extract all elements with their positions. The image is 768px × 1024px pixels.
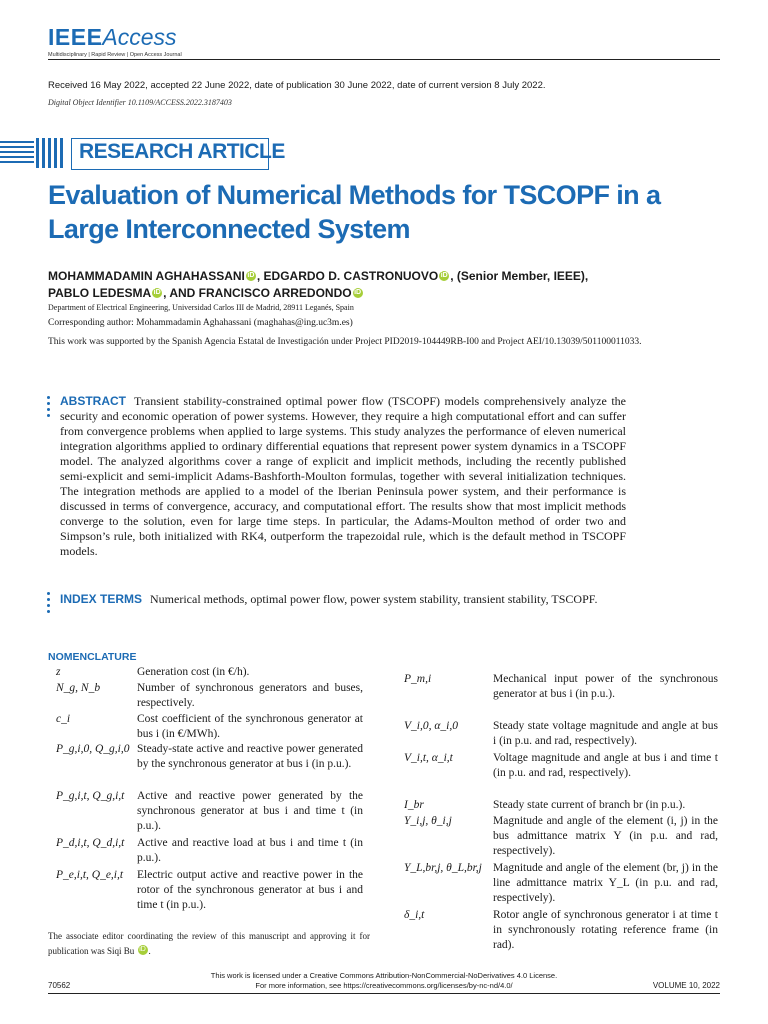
- logo-tagline: Multidisciplinary | Rapid Review | Open Access Journal: [48, 52, 182, 58]
- abstract-dots-icon: [47, 396, 51, 420]
- title-line-2: Large Interconnected System: [48, 214, 410, 244]
- nom-definition: Magnitude and angle of the element (i, j) in the bus admittance matrix Y (in p.u. and rad, respectively).: [493, 815, 718, 857]
- nom-symbol: P_d,i,t, Q_d,i,t: [56, 837, 125, 849]
- funding-note: This work was supported by the Spanish Agencia Estatal de Investigación under Project PID2019-104449RB-I00 and Project AEI/10.13039/501100011033.: [48, 337, 642, 347]
- nom-definition: Active and reactive power generated by the synchronous generator at bus i and time t (in p.u.).: [137, 790, 363, 832]
- index-terms-dots-icon: [47, 592, 51, 616]
- nom-definition: Electric output active and reactive power in the rotor of the synchronous generator at bus i and time t (in p.u.).: [137, 869, 363, 911]
- nom-definition: Steady state current of branch br (in p.u.).: [493, 799, 686, 811]
- license-line-1: This work is licensed under a Creative Commons Attribution-NonCommercial-NoDerivatives 4.0 License.: [210, 971, 558, 980]
- logo-access: Access: [102, 24, 177, 50]
- nom-symbol: z: [56, 666, 61, 678]
- nomenclature-title: NOMENCLATURE: [48, 651, 137, 663]
- corresponding-author: Corresponding author: Mohammadamin Aghahassani (maghahas@ing.uc3m.es): [48, 318, 353, 328]
- nom-definition: Generation cost (in €/h).: [137, 666, 250, 678]
- index-terms-text: Numerical methods, optimal power flow, power system stability, transient stability, TSCOPF.: [150, 592, 598, 606]
- author-list: [48, 268, 720, 302]
- orcid-icon[interactable]: iD: [440, 272, 448, 279]
- banner-stripes: [0, 138, 66, 168]
- author-2-membership: , (Senior Member, IEEE),: [450, 269, 589, 283]
- orcid-icon[interactable]: iD: [354, 289, 362, 296]
- nom-definition: Voltage magnitude and angle at bus i and time t (in p.u. and rad, respectively).: [493, 752, 718, 779]
- doi: Digital Object Identifier 10.1109/ACCESS.2022.3187403: [48, 98, 232, 107]
- editor-footnote: The associate editor coordinating the review of this manuscript and approving it for publication was Siqi Bu iD .: [48, 931, 370, 956]
- nom-definition: Cost coefficient of the synchronous generator at bus i (in €/MWh).: [137, 713, 363, 740]
- nom-symbol: V_i,0, α_i,0: [404, 720, 458, 732]
- footer-rule: [48, 993, 720, 994]
- nom-definition: Steady-state active and reactive power generated by the synchronous generator at bus i (in p.u.).: [137, 743, 363, 770]
- nom-symbol: N_g, N_b: [56, 682, 101, 694]
- author-4: , AND FRANCISCO ARREDONDO: [163, 286, 352, 300]
- paper-title: [48, 178, 708, 246]
- logo-ieee: IEEE: [48, 24, 103, 50]
- header-rule: [48, 59, 720, 60]
- abstract: [60, 394, 626, 559]
- nom-symbol: δ_i,t: [404, 909, 425, 921]
- nom-symbol: P_e,i,t, Q_e,i,t: [56, 869, 124, 881]
- nom-symbol: Y_L,br,j, θ_L,br,j: [404, 862, 482, 874]
- received-dates: Received 16 May 2022, accepted 22 June 2022, date of publication 30 June 2022, date of current version 8 July 2022.: [48, 80, 546, 91]
- nom-symbol: P_g,i,t, Q_g,i,t: [56, 790, 125, 802]
- nom-symbol: I_br: [404, 799, 424, 811]
- title-line-1: Evaluation of Numerical Methods for TSCOPF in a: [48, 180, 661, 210]
- abstract-label: ABSTRACT: [60, 394, 126, 408]
- author-3: PABLO LEDESMA: [48, 286, 152, 300]
- nom-symbol: V_i,t, α_i,t: [404, 752, 453, 764]
- nom-symbol: P_m,i: [404, 673, 432, 685]
- orcid-icon[interactable]: iD: [153, 289, 161, 296]
- nom-definition: Magnitude and angle of the element (br, j) in the line admittance matrix Y_L (in p.u. and rad, respectively).: [493, 862, 718, 904]
- volume-label: VOLUME 10, 2022: [652, 981, 720, 990]
- journal-logo: [48, 24, 182, 58]
- nom-definition: Rotor angle of synchronous generator i at time t in synchronously rotating reference frame (in rad).: [493, 909, 718, 951]
- nom-definition: Active and reactive load at bus i and time t (in p.u.).: [137, 837, 363, 864]
- index-terms-label: INDEX TERMS: [60, 592, 143, 606]
- article-type: RESEARCH ARTICLE: [79, 140, 285, 163]
- footnote-text: The associate editor coordinating the review of this manuscript and approving it for publication was Siqi Bu: [48, 931, 370, 956]
- author-1: MOHAMMADAMIN AGHAHASSANI: [48, 269, 245, 283]
- author-2: , EDGARDO D. CASTRONUOVO: [256, 269, 439, 283]
- nom-definition: Steady state voltage magnitude and angle at bus i (in p.u. and rad, respectively).: [493, 720, 718, 747]
- orcid-icon[interactable]: iD: [139, 946, 146, 953]
- nom-symbol: P_g,i,0, Q_g,i,0: [56, 743, 130, 755]
- abstract-text: Transient stability-constrained optimal power flow (TSCOPF) models comprehensively analyze the security and economic operation of power systems. However, they require a high computational effort and can suffer from convergence problems when applied to large systems. This study analyzes the performance of eleven numerical integration algorithms applied to ordinary differential equations that represent power system dynamics in a TSCOPF model. The analyzed algorithms cover a range of explicit and implicit methods, including the recently published semi-explicit and semi-implicit Adams-Bashforth-Moulton formulas, together with several initialization techniques. The integration methods are applied to a model of the Iberian Peninsula power system, and their performance is discussed in terms of convergence, accuracy, and computational effort. The results show that most implicit methods converge to the solution, even for large time steps. In particular, the Adams-Moulton method of order two and Simpson’s rule, both initialized with RK4, outperform the trapezoidal rule, which is the default method in TSCOPF models.: [60, 394, 626, 558]
- affiliation: Department of Electrical Engineering, Universidad Carlos III de Madrid, 28911 Leganés, Spain: [48, 303, 354, 312]
- nom-symbol: c_i: [56, 713, 71, 725]
- page-number: 70562: [48, 981, 71, 990]
- nom-definition: Number of synchronous generators and buses, respectively.: [137, 682, 363, 709]
- index-terms: [60, 592, 626, 607]
- nom-symbol: Y_i,j, θ_i,j: [404, 815, 452, 827]
- nom-definition: Mechanical input power of the synchronous generator at bus i (in p.u.).: [493, 673, 718, 700]
- orcid-icon[interactable]: iD: [247, 272, 255, 279]
- license-line-2[interactable]: For more information, see https://creativecommons.org/licenses/by-nc-nd/4.0/: [255, 981, 513, 990]
